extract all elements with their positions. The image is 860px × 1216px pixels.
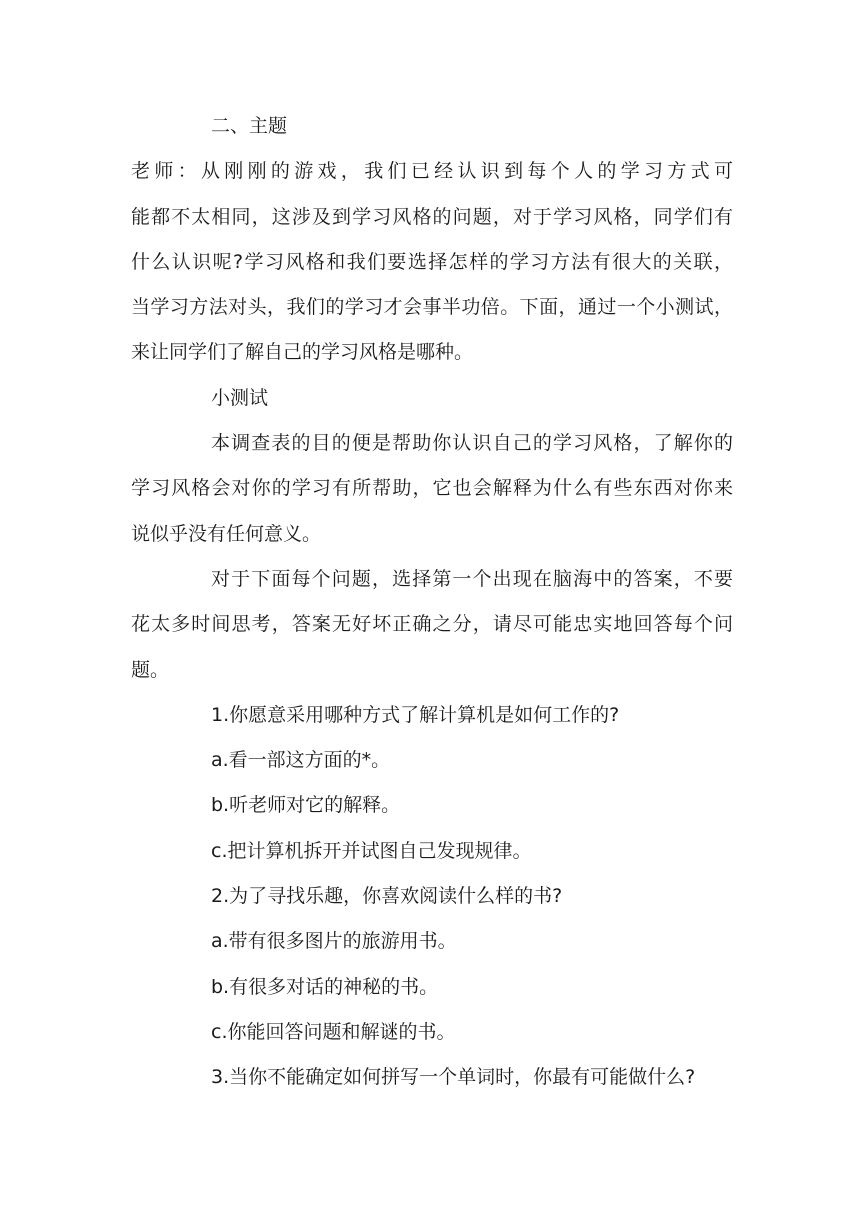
instruction-paragraph-line: 对于下面每个问题，选择第一个出现在脑海中的答案，不要 bbox=[211, 567, 733, 590]
purpose-paragraph-line: 学习风格会对你的学习有所帮助，它也会解释为什么有些东西对你来 bbox=[131, 477, 733, 500]
document-body bbox=[0, 104, 860, 1101]
question-2: 2.为了寻找乐趣，你喜欢阅读什么样的书? bbox=[211, 885, 563, 908]
purpose-paragraph-line: 说似乎没有任何意义。 bbox=[131, 522, 322, 545]
teacher-paragraph-line: 来让同学们了解自己的学习风格是哪种。 bbox=[131, 341, 474, 364]
teacher-paragraph-line: 当学习方法对头，我们的学习才会事半功倍。下面，通过一个小测试， bbox=[131, 296, 733, 319]
teacher-paragraph-line: 老师：从刚刚的游戏，我们已经认识到每个人的学习方式可 bbox=[131, 160, 733, 183]
instruction-paragraph-line: 题。 bbox=[131, 658, 170, 681]
question-1-option-b: b.听老师对它的解释。 bbox=[211, 794, 401, 817]
teacher-paragraph-line: 能都不太相同，这涉及到学习风格的问题，对于学习风格，同学们有 bbox=[131, 205, 733, 228]
purpose-paragraph-line: 本调查表的目的便是帮助你认识自己的学习风格，了解你的 bbox=[211, 432, 733, 455]
question-2-option-b: b.有很多对话的神秘的书。 bbox=[211, 975, 439, 998]
question-1: 1.你愿意采用哪种方式了解计算机是如何工作的? bbox=[211, 703, 620, 726]
question-3: 3.当你不能确定如何拼写一个单词时，你最有可能做什么? bbox=[211, 1066, 696, 1089]
section-heading: 二、主题 bbox=[211, 115, 288, 137]
purpose-paragraph bbox=[0, 421, 733, 557]
quiz-heading: 小测试 bbox=[211, 386, 269, 409]
instruction-paragraph-line: 花太多时间思考，答案无好坏正确之分，请尽可能忠实地回答每个问 bbox=[131, 613, 733, 636]
teacher-paragraph-line: 什么认识呢?学习风格和我们要选择怎样的学习方法有很大的关联， bbox=[131, 250, 733, 273]
teacher-paragraph bbox=[0, 149, 733, 375]
question-1-option-c: c.把计算机拆开并试图自己发现规律。 bbox=[211, 839, 532, 862]
question-1-option-a: a.看一部这方面的*。 bbox=[211, 749, 391, 772]
question-2-option-c: c.你能回答问题和解谜的书。 bbox=[211, 1020, 456, 1043]
question-2-option-a: a.带有很多图片的旅游用书。 bbox=[211, 930, 457, 953]
instruction-paragraph bbox=[0, 557, 733, 693]
